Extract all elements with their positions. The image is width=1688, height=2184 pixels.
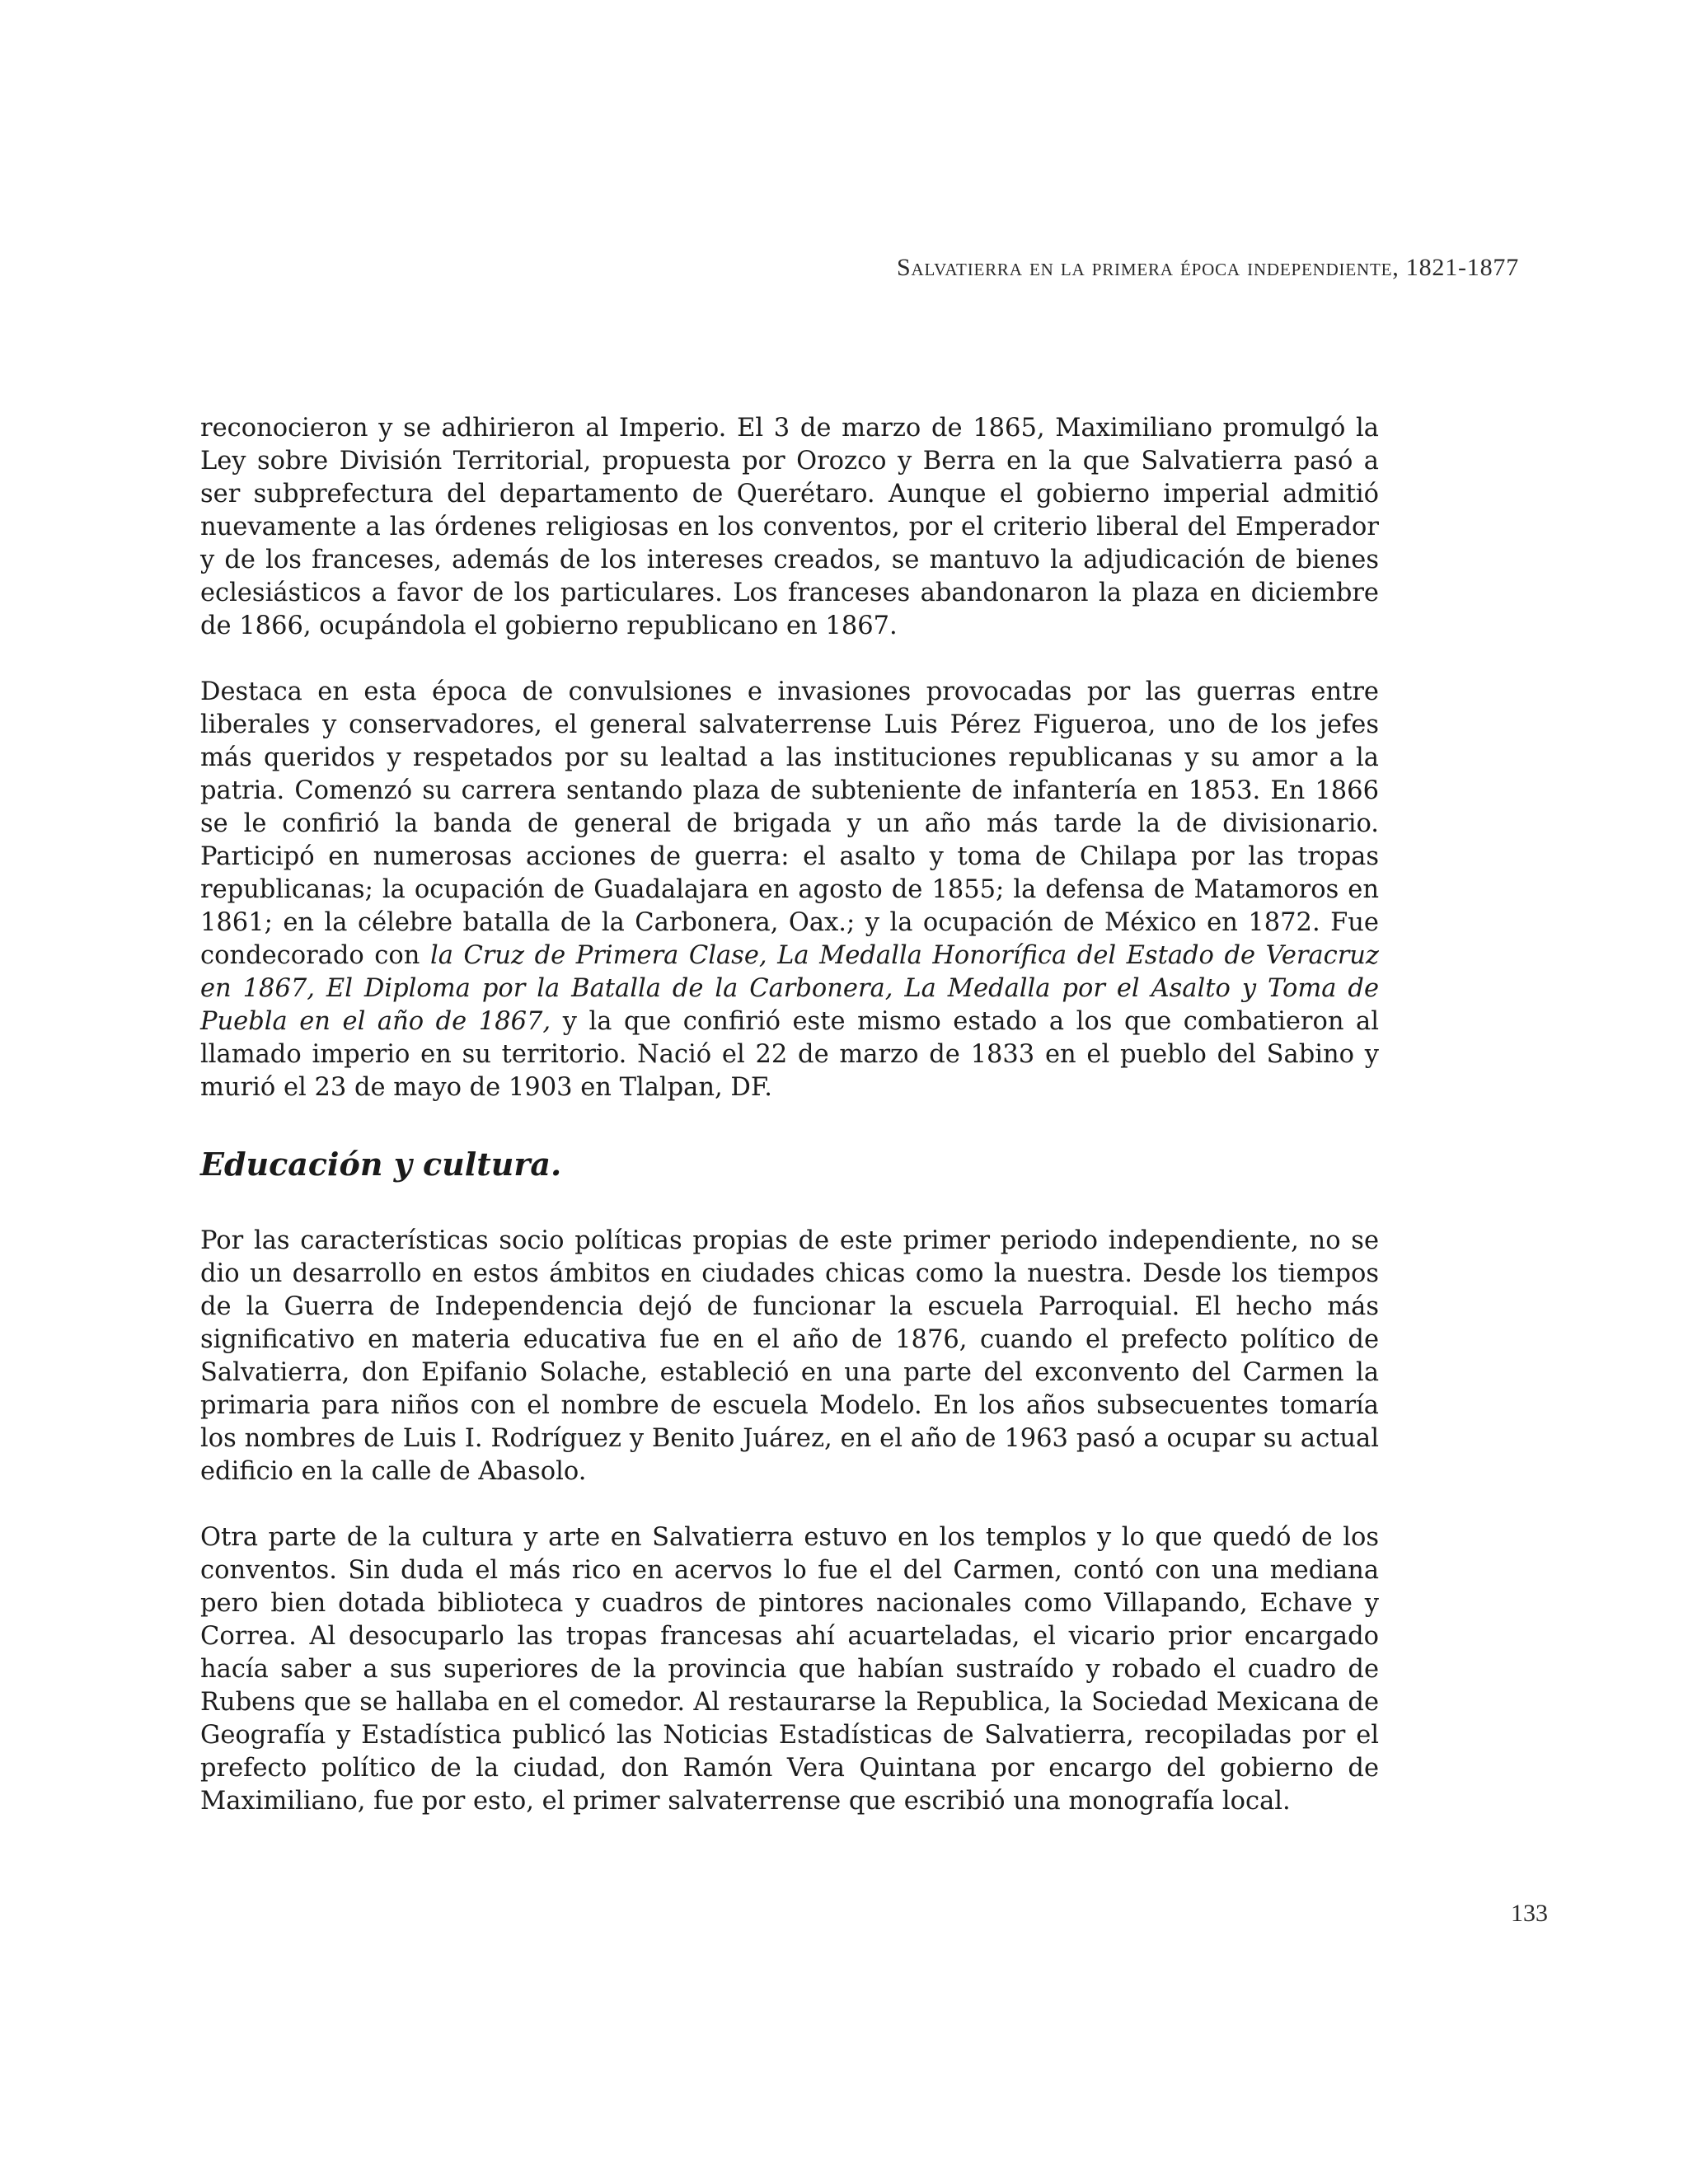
paragraph-cultura-arte: Otra parte de la cultura y arte en Salvatierra estuvo en los templos y lo que quedó de los conventos. Sin duda el más rico en acervos lo fue el del Carmen, contó con una mediana pero bien dotada biblioteca y cuadros de pintores nacionales como Villapando, Echave y Correa. Al desocuparlo las tropas francesas ahí acuarteladas, el vicario prior encargado hacía saber a sus superiores de la provincia que habían sustraído y robado el cuadro de Rubens que se hallaba en el comedor. Al restaurarse la Republica, la Sociedad Mexicana de Geografía y Estadística publicó las Noticias Estadísticas de Salvatierra, recopiladas por el prefecto político de la ciudad, don Ramón Vera Quintana por encargo del gobierno de Maximiliano, fue por esto, el primer salvaterrense que escribió una monografía local. bbox=[200, 1523, 1379, 1816]
paragraph-educacion: Por las características socio políticas propias de este primer periodo independiente, no se dio un desarrollo en estos ámbitos en ciudades chicas como la nuestra. Desde los tiempos de la Guerra de Independencia dejó de funcionar la escuela Parroquial. El hecho más significativo en materia educativa fue en el año de 1876, cuando el prefecto político de Salvatierra, don Epifanio Solache, estableció en una parte del exconvento del Carmen la primaria para niños con el nombre de escuela Modelo. En los años subsecuentes tomaría los nombres de Luis I. Rodríguez y Benito Juárez, en el año de 1963 pasó a ocupar su actual edificio en la calle de Abasolo. bbox=[200, 1226, 1379, 1486]
paragraph-perez-figueroa-text-2: y la que confirió este mismo estado a los que combatieron al llamado imperio en su territorio. Nació el 22 de marzo de 1833 en el pueblo del Sabino y murió el 23 de mayo de 1903 en Tlalpan, DF. bbox=[200, 1007, 1379, 1102]
page-body bbox=[200, 412, 1379, 1818]
paragraph-perez-figueroa-text-1: Destaca en esta época de convulsiones e invasiones provocadas por las guerras entre liberales y conservadores, el general salvaterrense Luis Pérez Figueroa, uno de los jefes más queridos y respetados por su lealtad a las instituciones republicanas y su amor a la patria. Comenzó su carrera sentando plaza de subteniente de infantería en 1853. En 1866 se le confirió la banda de general de brigada y un año más tarde la de divisionario. Participó en numerosas acciones de guerra: el asalto y toma de Chilapa por las tropas republicanas; la ocupación de Guadalajara en agosto de 1855; la defensa de Matamoros en 1861; en la célebre batalla de la Carbonera, Oax.; y la ocupación de México en 1872. Fue condecorado con bbox=[200, 677, 1379, 970]
page-number: 133 bbox=[1511, 1900, 1548, 1927]
paragraph-perez-figueroa bbox=[200, 676, 1379, 1104]
running-header: Salvatierra en la primera época independiente, 1821-1877 bbox=[897, 254, 1519, 281]
paragraph-imperio: reconocieron y se adhirieron al Imperio. El 3 de marzo de 1865, Maximiliano promulgó la Ley sobre División Territorial, propuesta por Orozco y Berra en la que Salvatierra pasó a ser subprefectura del departamento de Querétaro. Aunque el gobierno imperial admitió nuevamente a las órdenes religiosas en los conventos, por el criterio liberal del Emperador y de los franceses, además de los intereses creados, se mantuvo la adjudicación de bienes eclesiásticos a favor de los particulares. Los franceses abandonaron la plaza en diciembre de 1866, ocupándola el gobierno republicano en 1867. bbox=[200, 414, 1379, 640]
section-heading-educacion: Educación y cultura. bbox=[200, 1146, 562, 1183]
paragraph-perez-figueroa-decorations: la Cruz de Primera Clase, La Medalla Honorífica del Estado de Veracruz en 1867, El Diploma por la Batalla de la Carbonera, La Medalla por el Asalto y Toma de Puebla en el año de 1867, bbox=[200, 941, 1380, 1036]
